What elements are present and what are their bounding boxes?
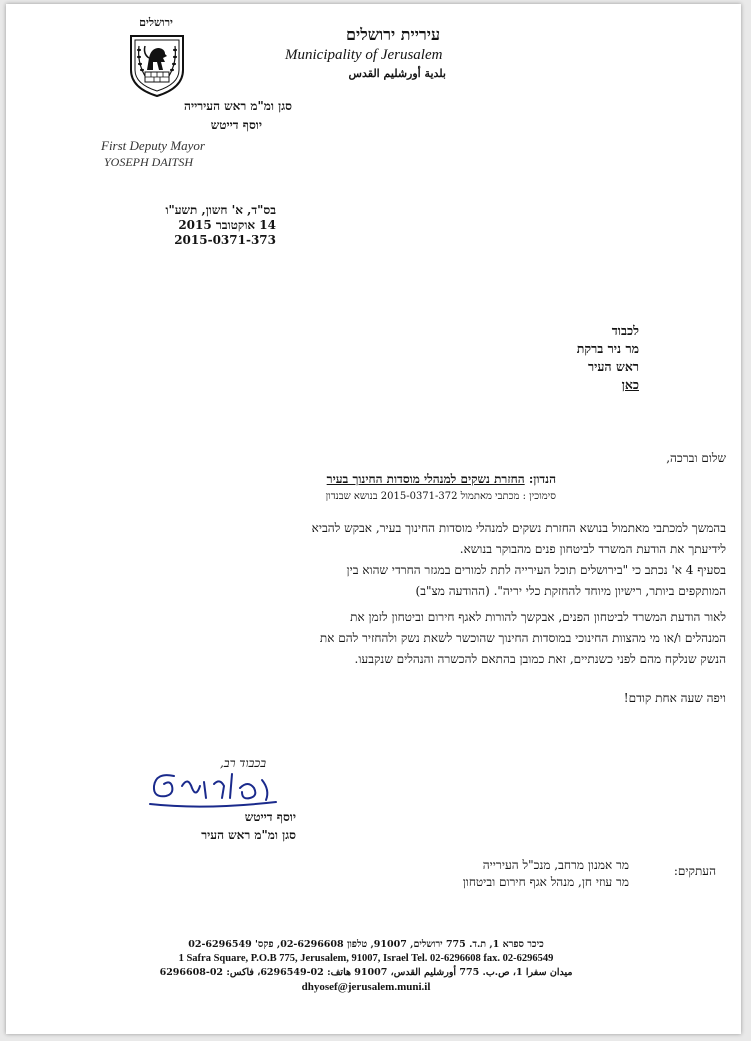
paragraph-1-line-2: לידיעתך את הודעת המשרד לביטחון פנים מהבוקר בנושא.	[459, 542, 726, 556]
greeting: שלום וברכה,	[666, 451, 726, 465]
recipient-name: מר ניר ברקת	[576, 341, 639, 356]
signature-regards: בכבוד רב,	[219, 756, 266, 770]
footer-hebrew: כיכר ספרא 1, ת.ד. 775 ירושלים, 91007, טלפון 02-6296608, פקס' 02-6296549	[188, 939, 544, 950]
recipient-title: ראש העיר	[587, 359, 639, 374]
copies-list	[316, 857, 629, 891]
reference-line: סימוכין : מכתבי מאתמול 2015-0371-372 בנושא שבנדון	[325, 491, 556, 502]
recipient-block	[446, 322, 639, 394]
handwritten-signature-icon	[144, 764, 284, 812]
subject-label: הנדון	[533, 472, 556, 486]
city-name-hebrew: עיריית ירושלים	[346, 25, 440, 44]
footer-email[interactable]: dhyosef@jerusalem.muni.il	[301, 981, 431, 993]
paragraph-2-line-3: הנשק שנלקח מהם לפני כשנתיים, זאת כמובן בהתאם להכשרה והנהלים שנקבעו.	[354, 652, 726, 666]
gregorian-date: 14 אוקטובר 2015	[178, 218, 276, 232]
copy-recipient-1: מר אמנון מרחב, מנכ"ל העירייה	[482, 858, 629, 872]
reference-number: 2015-0371-373	[174, 233, 276, 247]
deputy-name-english: YOSEPH DAITSH	[104, 155, 193, 169]
paragraph-1	[46, 518, 726, 602]
signature-name: יוסף דייטש	[244, 810, 296, 824]
footer-arabic: ميدان سفرا 1، ص.ب. 775 أورشليم القدس، 91007 هاتف: 02-6296549، فاكس: 02-6296608	[159, 967, 573, 978]
recipient-salutation: לכבוד	[611, 323, 639, 338]
subject-text: החזרת נשקים למנהלי מוסדות החינוך בעיר	[326, 472, 525, 486]
emblem-label: ירושלים	[139, 16, 173, 29]
city-name-arabic: بلدية أورشليم القدس	[348, 67, 446, 80]
dateline	[86, 203, 276, 248]
recipient-location: כאן	[621, 377, 639, 392]
letter-page	[6, 4, 741, 1034]
city-name-english: Municipality of Jerusalem	[285, 47, 443, 63]
paragraph-2-line-2: המנהלים ו/או מי מהצוות החינוכי במוסדות החינוך שהוכשר לשאת נשק ולהחזיר להם את	[319, 631, 726, 645]
paragraph-2-line-1: לאור הודעת המשרד לביטחון הפנים, אבקשך להורות לאגף חירום וביטחון לזמן את	[350, 610, 726, 624]
hebrew-date: בס"ד, א' חשון, תשע"ו	[165, 203, 276, 217]
jerusalem-emblem-icon	[127, 32, 187, 98]
copy-recipient-2: מר עוזי חן, מנהל אגף חירום וביטחון	[462, 875, 629, 889]
footer	[146, 938, 586, 994]
deputy-name-hebrew: יוסף דייטש	[210, 118, 262, 132]
closing-wish: ויפה שעה אחת קודם!	[623, 691, 726, 705]
paragraph-2	[46, 607, 726, 670]
deputy-title-english: First Deputy Mayor	[101, 138, 205, 153]
paragraph-1-line-4: המותקפים ביותר, רישיון מיוחד להחזקת כלי יריה". (ההודעה מצ"ב)	[415, 584, 726, 598]
subject-line: הנדון: החזרת נשקים למנהלי מוסדות החינוך בעיר	[326, 472, 556, 486]
deputy-title-hebrew: סגן ומ"מ ראש העירייה	[184, 99, 292, 113]
footer-english: 1 Safra Square, P.O.B 775, Jerusalem, 91007, Israel Tel. 02-6296608 fax. 02-6296549	[178, 953, 554, 964]
signature-title: סגן ומ"מ ראש העיר	[201, 828, 296, 842]
copies-label: העתקים:	[673, 864, 716, 878]
paragraph-1-line-1: בהמשך למכתבי מאתמול בנושא החזרת נשקים למנהלי מוסדות החינוך בעיר, אבקש להביא	[311, 521, 726, 535]
paragraph-1-line-3: בסעיף 4 א' נכתב כי "בירושלים תוכל העירייה לתת למורים במגזר החרדי שהוא בין	[346, 563, 726, 577]
